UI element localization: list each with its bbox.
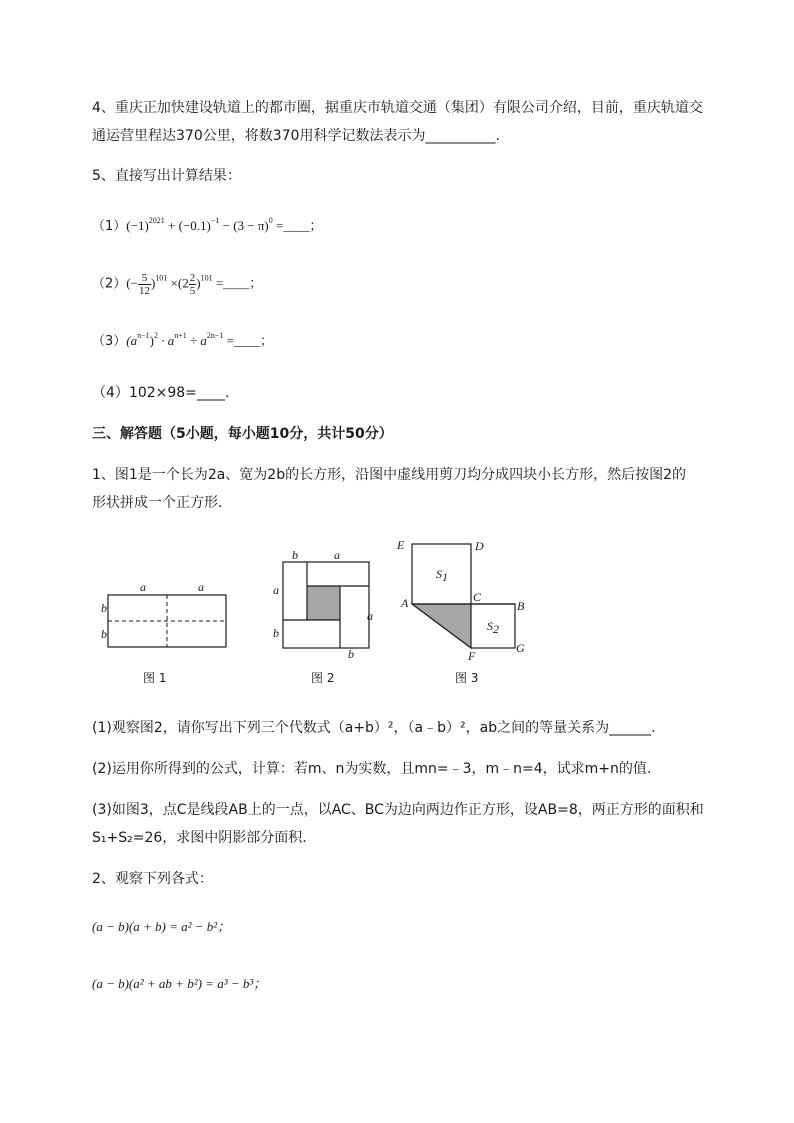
fig3-label-g: G bbox=[516, 641, 525, 655]
fig2-label-a-left: a bbox=[273, 583, 279, 597]
q5-part3-label: （3） bbox=[92, 334, 127, 349]
fig3-label-f: F bbox=[468, 649, 476, 663]
fig1-label-a-right: a bbox=[198, 580, 204, 594]
fig3-s2-letter: S bbox=[487, 619, 493, 633]
p2-equation-1: (a − b)(a + b) = a² − b²； bbox=[92, 919, 231, 934]
figure-1 bbox=[101, 580, 226, 685]
q5-part3-term1: (a bbox=[126, 333, 138, 348]
fig3-s1-subscript: 1 bbox=[442, 570, 448, 584]
q5-part3-exp1: n−1 bbox=[137, 331, 150, 340]
p1-part1: (1)观察图2，请你写出下列三个代数式（a+b）²，（a﹣b）²，ab之间的等量关系为______. bbox=[92, 720, 656, 736]
fig3-caption: 图 3 bbox=[455, 671, 479, 685]
fig1-label-a-left: a bbox=[140, 580, 146, 594]
fig3-label-d: D bbox=[475, 539, 484, 553]
q5-part1 bbox=[92, 216, 322, 237]
q5-part4: （4）102×98=____. bbox=[92, 385, 230, 401]
problem1-figures bbox=[0, 530, 794, 700]
figure-3 bbox=[396, 538, 525, 685]
fraction2-numerator: 2 bbox=[189, 272, 196, 284]
fig1-label-b-top: b bbox=[101, 601, 107, 615]
fig2-label-b-left: b bbox=[273, 626, 279, 640]
q5-part2 bbox=[92, 272, 262, 297]
q5-part2-times: ×(2 bbox=[167, 275, 189, 291]
q5-part1-term1: (−1) bbox=[126, 218, 149, 233]
q5-part3-exp3: n+1 bbox=[174, 331, 187, 340]
section-heading: 三、解答题（5小题，每小题10分，共计50分） bbox=[92, 426, 393, 442]
q5-part3-term3: ÷ a bbox=[186, 333, 207, 348]
fraction1-numerator: 5 bbox=[138, 272, 151, 285]
fig2-caption: 图 2 bbox=[311, 671, 335, 685]
p2-equation-2: (a − b)(a² + ab + b²) = a³ − b³； bbox=[92, 976, 267, 991]
q5-part2-fraction1 bbox=[138, 272, 151, 297]
q5-part2-open: (− bbox=[126, 275, 138, 291]
q5-part3-exp4: 2n−1 bbox=[206, 331, 224, 340]
fig3-label-s2 bbox=[487, 619, 499, 636]
fig2-label-b-top: b bbox=[292, 548, 298, 562]
fig1-label-b-bottom: b bbox=[101, 627, 107, 641]
p1-part3-line1: (3)如图3，点C是线段AB上的一点，以AC、BC为边向两边作正方形，设AB=8，两正方形的面积和 bbox=[92, 802, 704, 818]
p1-line2: 形状拼成一个正方形. bbox=[92, 495, 223, 511]
q5-part2-exp2: 101 bbox=[200, 273, 213, 283]
q5-part1-exp2: −1 bbox=[210, 216, 220, 225]
fig3-label-b: B bbox=[517, 599, 525, 613]
fig3-s1-letter: S bbox=[436, 567, 442, 581]
p2-title: 2、观察下列各式： bbox=[92, 871, 213, 887]
q4-line1: 4、重庆正加快建设轨道上的都市圈，据重庆市轨道交通（集团）有限公司介绍，目前，重庆轨道交 bbox=[92, 100, 703, 116]
q5-part2-exp1: 101 bbox=[155, 273, 168, 283]
p1-line1: 1、图1是一个长为2a、宽为2b的长方形，沿图中虚线用剪刀均分成四块小长方形，然后按图2的 bbox=[92, 467, 686, 483]
fig3-label-c: C bbox=[473, 590, 482, 604]
q5-part1-term2: + (−0.1) bbox=[164, 218, 211, 233]
q5-part3-close: ) bbox=[149, 333, 154, 348]
p1-part3-line2: S₁+S₂=26，求图中阴影部分面积. bbox=[92, 830, 307, 846]
q5-part2-close1: ) bbox=[150, 275, 156, 291]
q5-part3-exp2: 2 bbox=[153, 331, 158, 340]
fraction2-denominator: 5 bbox=[189, 285, 196, 297]
q4-line2: 通运营里程达370公里，将数370用科学记数法表示为__________. bbox=[92, 128, 500, 144]
q5-part3-end: =____； bbox=[223, 333, 273, 348]
q5-part1-exp3: 0 bbox=[268, 216, 273, 225]
fig3-label-a: A bbox=[401, 596, 409, 610]
q5-part2-close2: ) bbox=[196, 275, 201, 291]
fig2-label-a-top: a bbox=[334, 548, 340, 562]
q5-part2-end: =____； bbox=[212, 275, 263, 291]
fraction1-denominator: 12 bbox=[138, 285, 150, 297]
fig3-label-s1 bbox=[436, 567, 448, 584]
fig3-s2-subscript: 2 bbox=[493, 622, 499, 636]
q5-part1-exp1: 2021 bbox=[148, 216, 165, 225]
q5-part1-end: =____； bbox=[272, 218, 323, 233]
fig2-shaded-square bbox=[307, 586, 340, 620]
fig2-label-b-bottom: b bbox=[348, 647, 354, 661]
q5-title: 5、直接写出计算结果： bbox=[92, 168, 241, 184]
q5-part1-term3: − (3 − π) bbox=[219, 218, 269, 233]
q5-part1-label: （1） bbox=[92, 219, 127, 234]
figure-2 bbox=[273, 548, 373, 685]
p1-part2: (2)运用你所得到的公式，计算：若m、n为实数，且mn=﹣3，m﹣n=4，试求m+n的值. bbox=[92, 761, 652, 777]
fig1-caption: 图 1 bbox=[143, 671, 167, 685]
q5-part3 bbox=[92, 331, 273, 352]
fig2-label-a-right: a bbox=[367, 609, 373, 623]
q5-part3-term2: · a bbox=[157, 333, 175, 348]
q5-part2-label: （2） bbox=[92, 276, 127, 292]
fig3-label-e: E bbox=[397, 538, 405, 552]
